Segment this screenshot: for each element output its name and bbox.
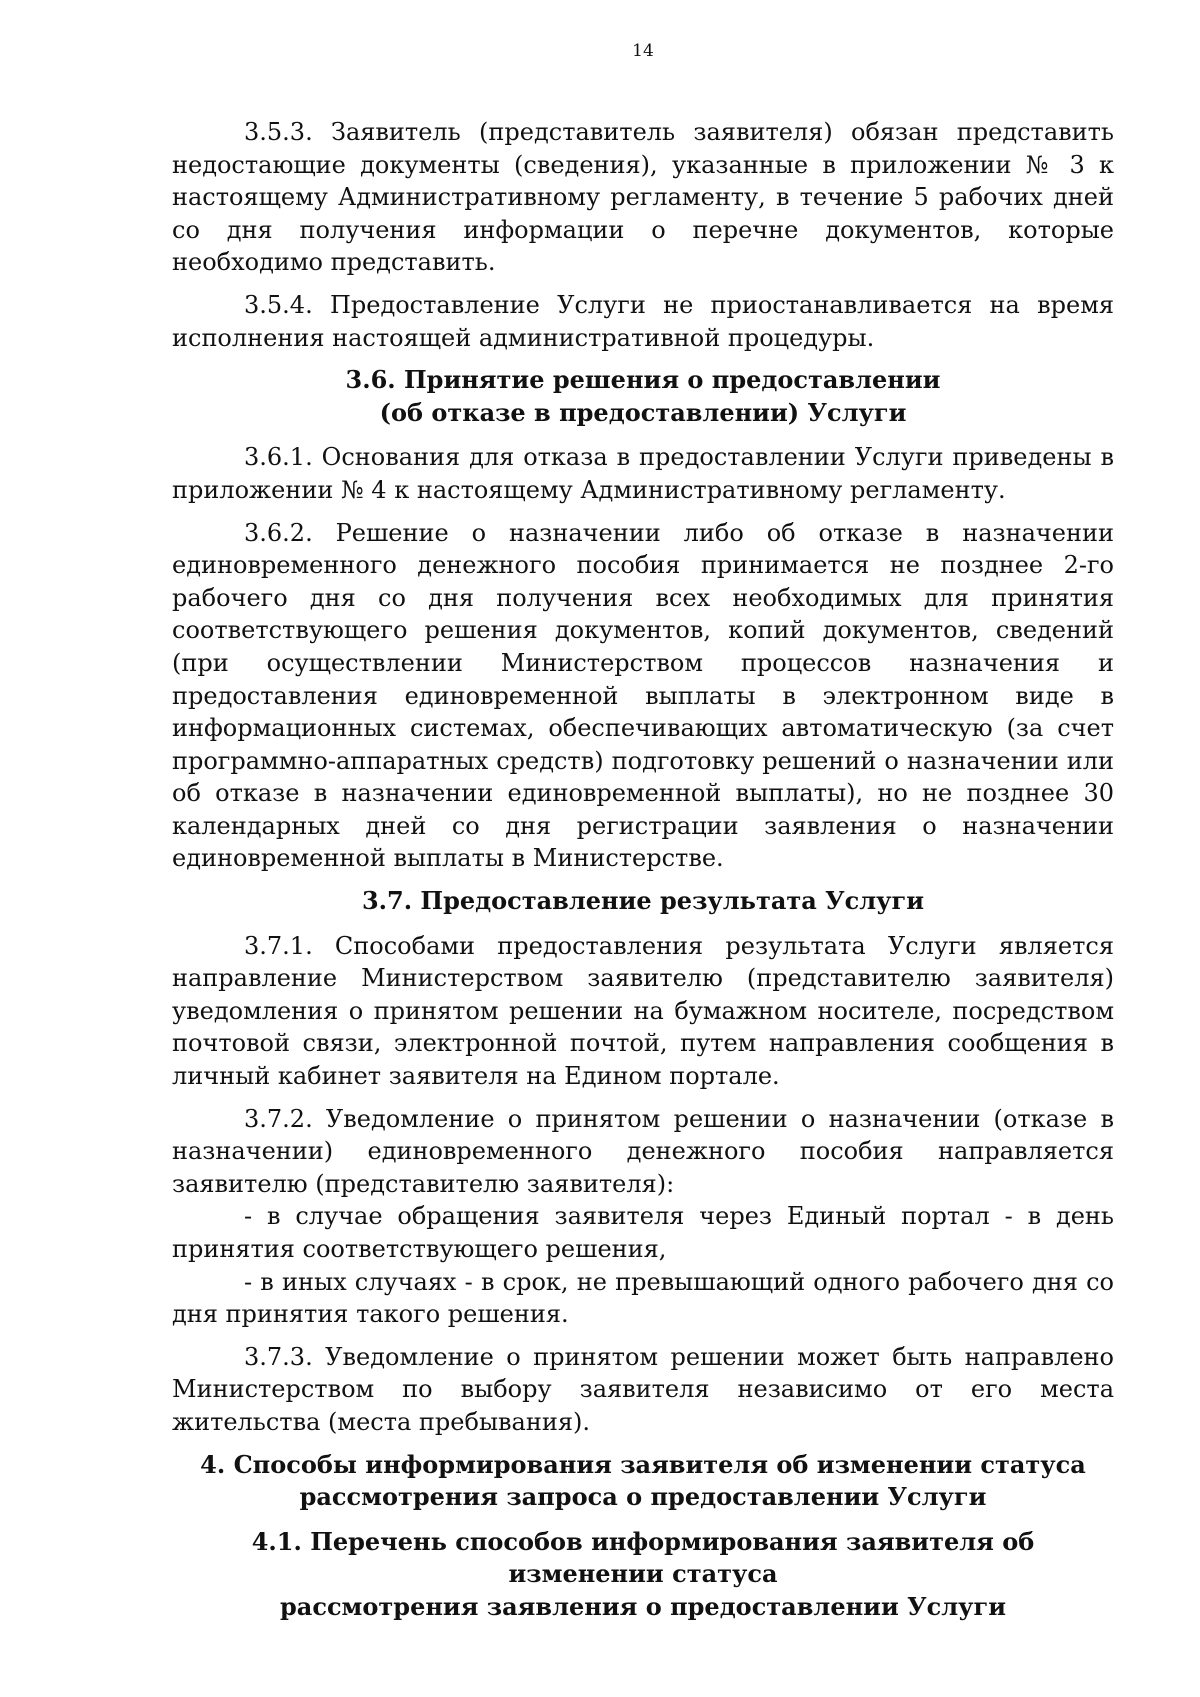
paragraph: - в иных случаях - в срок, не превышающий одного рабочего дня со дня принятия такого решения. bbox=[172, 1267, 1114, 1329]
paragraph: 3.7.2. Уведомление о принятом решении о назначении (отказе в назначении) единовременного денежного пособия направляется заявителю (представителю заявителя): bbox=[172, 1104, 1114, 1198]
paragraph: 3.5.3. Заявитель (представитель заявителя) обязан представить недостающие документы (сведения), указанные в приложении № 3 к настоящему Административному регламенту, в течение 5 рабочих дней со дня получения информации о перечне документов, которые необходимо представить. bbox=[172, 118, 1114, 277]
page-number: 14 bbox=[632, 41, 654, 61]
paragraph: 3.6.2. Решение о назначении либо об отказе в назначении единовременного денежного пособия принимается не позднее 2-го рабочего дня со дня получения всех необходимых для принятия соответствующего решения документов, копий документов, сведений (при осуществлении Министерством процессов назначения и предоставления единовременной выплаты в электронном виде в информационных системах, обеспечивающих автоматическую (за счет программно-аппаратных средств) подготовку решений о назначении или об отказе в назначении единовременной выплаты), но не позднее 30 календарных дней со дня регистрации заявления о назначении единовременной выплаты в Министерстве. bbox=[172, 518, 1114, 873]
section-heading bbox=[172, 1526, 1114, 1624]
section-heading bbox=[172, 885, 1114, 918]
paragraph: - в случае обращения заявителя через Единый портал - в день принятия соответствующего решения, bbox=[172, 1202, 1114, 1263]
heading-line: рассмотрения запроса о предоставлении Услуги bbox=[299, 1482, 987, 1512]
section-heading bbox=[172, 364, 1114, 429]
section-heading bbox=[172, 1449, 1114, 1514]
paragraph: 3.5.4. Предоставление Услуги не приостанавливается на время исполнения настоящей административной процедуры. bbox=[172, 290, 1114, 352]
heading-line: 4. Способы информирования заявителя об изменении статуса bbox=[200, 1449, 1086, 1479]
paragraph: 3.6.1. Основания для отказа в предоставлении Услуги приведены в приложении № 4 к настоящему Административному регламенту. bbox=[172, 443, 1114, 504]
heading-line: 4.1. Перечень способов информирования заявителя об изменении статуса bbox=[251, 1526, 1035, 1589]
paragraph: 3.7.1. Способами предоставления результата Услуги является направление Министерством заявителю (представителю заявителя) уведомления о принятом решении на бумажном носителе, посредством почтовой связи, электронной почтой, путем направления сообщения в личный кабинет заявителя на Едином портале. bbox=[172, 931, 1114, 1091]
heading-line: (об отказе в предоставлении) Услуги bbox=[379, 397, 907, 427]
paragraph: 3.7.3. Уведомление о принятом решении может быть направлено Министерством по выбору заявителя независимо от его места жительства (места пребывания). bbox=[172, 1342, 1114, 1436]
heading-line: 3.7. Предоставление результата Услуги bbox=[361, 886, 925, 916]
heading-line: 3.6. Принятие решения о предоставлении bbox=[345, 365, 941, 395]
heading-line: рассмотрения заявления о предоставлении Услуги bbox=[280, 1591, 1006, 1621]
document-body bbox=[172, 116, 1114, 1636]
